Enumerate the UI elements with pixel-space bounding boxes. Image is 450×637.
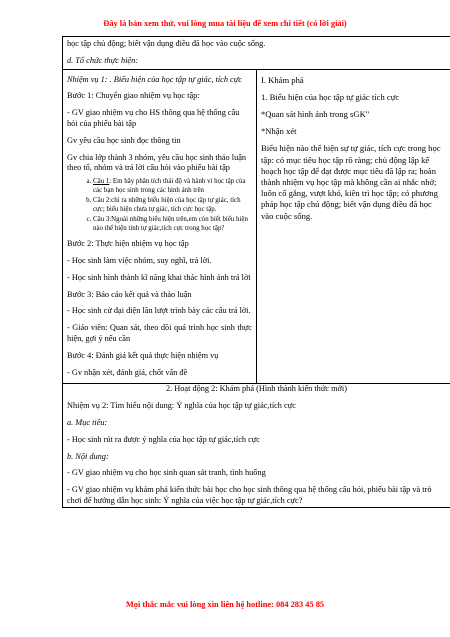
content-text-1: - GV giao nhiệm vụ cho học sinh quan sát tranh, tình huống xyxy=(67,468,266,478)
intro-cell xyxy=(63,37,450,70)
hotline-banner: Mọi thắc mắc vui lòng xin liên hệ hotline: 084 283 45 85 xyxy=(125,600,325,609)
content-heading: b. Nội dung: xyxy=(67,451,109,461)
step-4: Bước 4: Đánh giá kết quả thực hiện nhiệm vụ xyxy=(67,350,219,360)
student-task-1: - Học sinh làm việc nhóm, suy nghĩ, trả lời. xyxy=(67,255,212,265)
objective-text: - Học sinh rút ra được ý nghĩa của học tập tự giác,tích cực xyxy=(67,434,260,444)
teacher-task-5: - Gv nhận xét, đánh giá, chốt vấn đề xyxy=(67,367,188,377)
task-1-title: Nhiệm vụ 1: . Biểu hiện của học tập tự giác, tích cực xyxy=(67,74,242,84)
teacher-task-3: Gv chia lớp thành 3 nhóm, yêu cầu học sinh thảo luận theo tổ, nhóm và trả lời câu hỏi vào phiếu bài tập xyxy=(67,152,247,173)
preview-banner: Đây là bản xem thử, vui lòng mua tài liệu để xem chi tiết (có lời giải) xyxy=(103,19,347,28)
table-row xyxy=(63,37,450,70)
question-text: Câu 3:Ngoài những biểu hiện trên,em còn biết biểu hiện nào thể hiện tinh tự giác,tích cực trong học tập? xyxy=(93,216,248,233)
list-item xyxy=(93,196,252,214)
table-row xyxy=(63,69,450,384)
teacher-task-2: Gv yêu cầu học sinh đọc thông tin xyxy=(67,135,181,145)
student-task-3: - Học sinh cử đại diện lần lượt trình bày các câu trả lời. xyxy=(67,306,251,316)
activity-cell xyxy=(63,69,257,384)
content-text-2: - GV giao nhiệm vụ khám phá kiến thức bài học cho học sinh thông qua hệ thống câu hỏi, phiếu bài tập và trò chơi để hướng dẫn học sinh: Ý nghĩa của việc học tập tự giác,tích cực? xyxy=(67,485,432,505)
question-text: Câu 2:chỉ ra những biểu hiện của học tập tự giác, tích cực; biểu hiện chưa tự giác, tích cực học tập. xyxy=(93,197,241,214)
objective-heading: a. Mục tiêu: xyxy=(67,417,108,427)
activity-2-heading: 2. Hoạt động 2: Khám phá (Hình thành kiến thức mới) xyxy=(165,384,347,394)
step-2: Bước 2: Thực hiện nhiệm vụ học tập xyxy=(67,239,189,249)
activity-2-cell xyxy=(63,384,450,507)
comment-note: *Nhận xét xyxy=(261,126,297,137)
explore-heading: I. Khám phá xyxy=(261,74,304,85)
explore-body: Biểu hiện nào thể hiện sự tự giác, tích cực trong học tập: có mục tiêu học tập rõ ràng; chủ động lập kế hoạch học tập để đạt được mục tiêu đã lập ra; hoàn thành nhiệm vụ học tập mà không cần ai nhắc nhở; luôn cố gắng, vượt khó, kiên trì học tập; có phương pháp học tập chủ động; biết vận dụng điều đã học vào cuộc sống. xyxy=(261,143,441,221)
question-list xyxy=(67,177,252,233)
content-cell xyxy=(257,69,450,384)
list-item xyxy=(93,177,252,195)
observe-note: *Quan sát hình ảnh trong sGK" xyxy=(261,109,370,119)
step-1: Bước 1: Chuyển giao nhiệm vụ học tập: xyxy=(67,91,200,101)
question-label: Câu 1 xyxy=(93,178,110,186)
question-text: : Em hãy phân tích thái độ và hành vi học tập của các bạn học sinh trong các hình ảnh trên xyxy=(93,178,246,195)
intro-text: học tập chủ động; biết vận dụng điều đã học vào cuộc sống. xyxy=(67,39,266,48)
teacher-task-1: - GV giao nhiệm vụ cho HS thông qua hệ thống câu hỏi của phiếu bài tập xyxy=(67,108,240,128)
task-2-title: Nhiệm vụ 2: Tìm hiểu nội dung: Ý nghĩa của học tập tự giác,tích cực xyxy=(67,401,296,411)
section-d-heading: d. Tổ chức thực hiện: xyxy=(67,55,139,65)
step-3: Bước 3: Báo cáo kết quả và thảo luận xyxy=(67,289,192,299)
teacher-task-4: - Giáo viên: Quan sát, theo dõi quá trình học sinh thực hiện, gợi ý nếu cần xyxy=(67,323,252,343)
lesson-table xyxy=(62,36,450,508)
list-item xyxy=(93,215,252,233)
student-task-2: - Học sinh hình thành kĩ năng khai thác hình ảnh trả lời xyxy=(67,272,251,282)
explore-subheading: 1. Biểu hiện của học tập tự giác tích cực xyxy=(261,91,400,102)
table-row xyxy=(63,384,450,507)
